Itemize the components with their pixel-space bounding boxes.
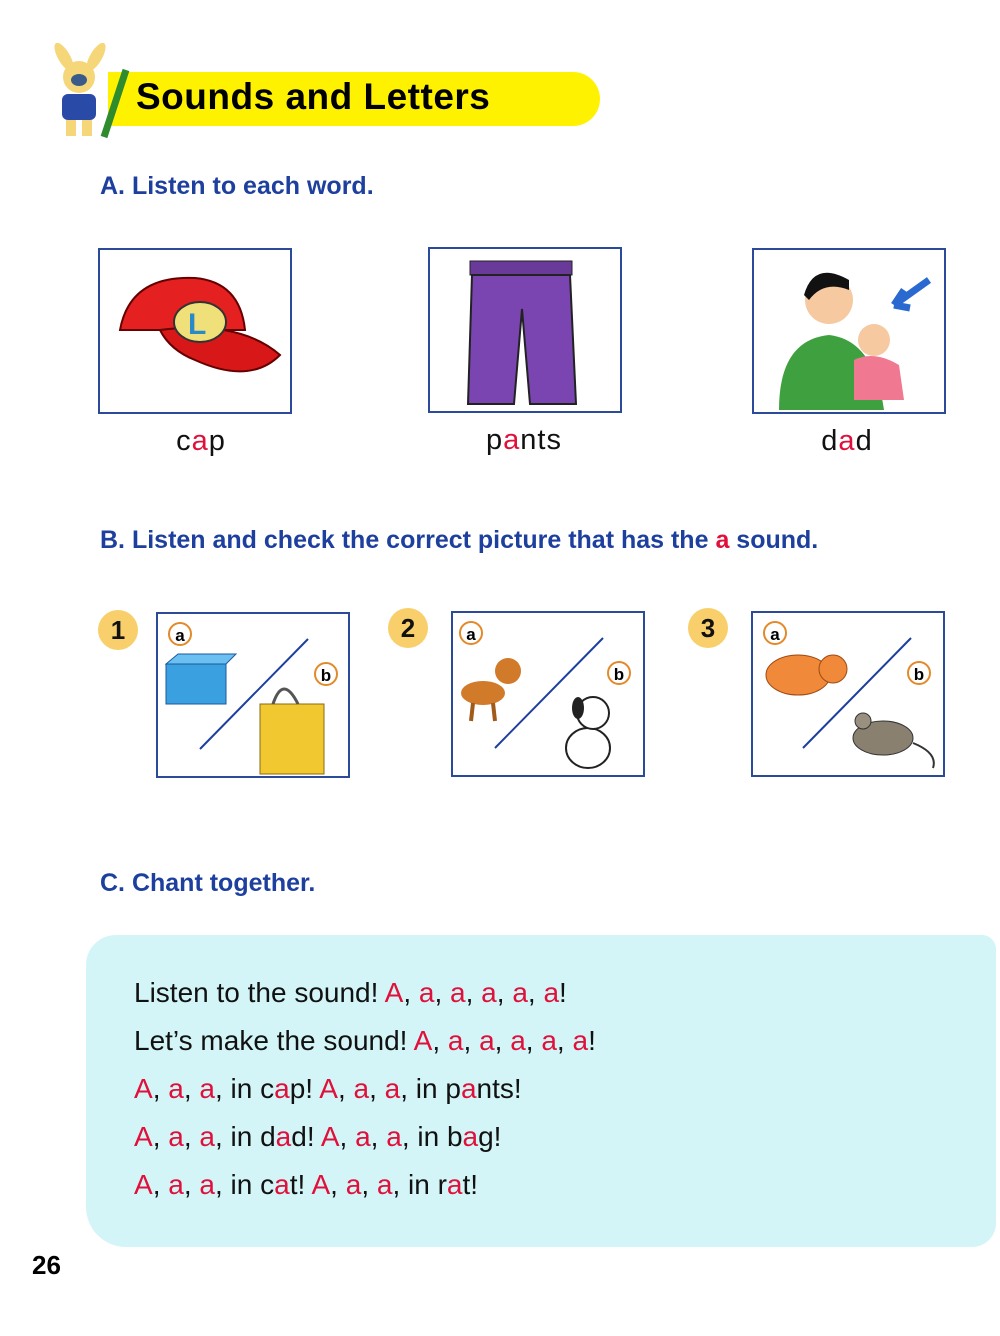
- chant-line: [134, 1025, 596, 1057]
- chant-text: ,: [496, 977, 513, 1008]
- highlighted-letter: a: [199, 1073, 215, 1104]
- page-number: 26: [32, 1250, 61, 1280]
- choice-box-1[interactable]: [156, 612, 350, 778]
- highlighted-letter: A: [413, 1025, 433, 1056]
- chant-text: ,: [494, 1025, 511, 1056]
- highlighted-letter: A: [319, 1073, 338, 1104]
- chant-line: [134, 977, 567, 1009]
- chant-text: ,: [152, 1121, 169, 1152]
- highlighted-letter: a: [446, 1169, 463, 1200]
- highlighted-letter: a: [199, 1169, 215, 1200]
- rat-icon: [853, 713, 934, 768]
- item-number: 3: [688, 608, 728, 648]
- word-cap: cap: [176, 425, 226, 457]
- chant-text: ,: [403, 977, 419, 1008]
- highlighted-letter: a: [462, 1121, 479, 1152]
- highlighted-letter: a: [353, 1073, 370, 1104]
- chant-line: [134, 1073, 522, 1105]
- chant-text: ,: [339, 1121, 356, 1152]
- chant-text: , in b: [401, 1121, 463, 1152]
- chant-text: ,: [183, 1121, 200, 1152]
- word-dad: dad: [821, 425, 873, 457]
- highlighted-letter: a: [384, 1073, 401, 1104]
- chant-text: g!: [478, 1121, 502, 1152]
- highlighted-letter: a: [199, 1121, 215, 1152]
- chant-text: ,: [527, 977, 544, 1008]
- option-a[interactable]: a: [459, 621, 483, 645]
- chant-text: , in p: [400, 1073, 461, 1104]
- highlighted-letter: A: [311, 1169, 331, 1200]
- highlighted-letter: A: [134, 1121, 153, 1152]
- highlighted-letter: a: [447, 1025, 464, 1056]
- highlighted-letter: a: [274, 1169, 290, 1200]
- chant-text: ,: [361, 1169, 377, 1200]
- chant-text: ,: [463, 1025, 480, 1056]
- chant-text: !: [588, 1025, 596, 1056]
- highlighted-letter: a: [386, 1121, 402, 1152]
- highlighted-letter: a: [168, 1169, 184, 1200]
- dog-icon: [566, 697, 610, 768]
- dad-icon: [754, 250, 944, 412]
- highlighted-letter: a: [481, 977, 497, 1008]
- pants-icon: [430, 249, 620, 411]
- highlighted-letter: a: [541, 1025, 557, 1056]
- highlighted-letter: a: [274, 1073, 290, 1104]
- highlighted-letter: a: [510, 1025, 526, 1056]
- rabbit-mascot-icon: [34, 42, 134, 142]
- highlighted-letter: a: [460, 1073, 477, 1104]
- choice-box-2[interactable]: [451, 611, 645, 777]
- option-a[interactable]: a: [168, 622, 192, 646]
- pig-icon: [766, 655, 847, 695]
- highlighted-letter: a: [450, 977, 466, 1008]
- option-b[interactable]: b: [314, 662, 338, 686]
- picture-dad: [752, 248, 946, 414]
- option-b[interactable]: b: [907, 661, 931, 685]
- highlighted-letter: a: [168, 1121, 184, 1152]
- chant-text: , in c: [214, 1169, 275, 1200]
- highlighted-letter: a: [543, 977, 560, 1008]
- highlighted-letter: A: [320, 1121, 340, 1152]
- cap-icon: [100, 250, 290, 412]
- highlighted-letter: A: [134, 1169, 153, 1200]
- highlighted-letter: a: [572, 1025, 589, 1056]
- choice-box-3[interactable]: [751, 611, 945, 777]
- chant-line: [134, 1169, 478, 1201]
- highlighted-letter: A: [384, 977, 404, 1008]
- chant-text: ,: [369, 1073, 385, 1104]
- chant-text: p!: [289, 1073, 320, 1104]
- chant-text: t!: [289, 1169, 312, 1200]
- cat-icon: [461, 658, 521, 721]
- chant-text: ,: [330, 1169, 346, 1200]
- item-number: 1: [98, 610, 138, 650]
- chant-text: , in c: [214, 1073, 275, 1104]
- highlighted-letter: a: [345, 1169, 362, 1200]
- svg-text:L: L: [188, 308, 207, 341]
- highlighted-letter: a: [512, 977, 528, 1008]
- chant-text: !: [559, 977, 567, 1008]
- chant-text: ,: [370, 1121, 387, 1152]
- item-number: 2: [388, 608, 428, 648]
- picture-pants: [428, 247, 622, 413]
- page-title: Sounds and Letters: [136, 76, 491, 117]
- chant-text: , in d: [214, 1121, 276, 1152]
- chant-text: ,: [337, 1073, 354, 1104]
- chant-line: [134, 1121, 501, 1153]
- box-icon: [166, 654, 236, 704]
- section-c-heading: C. Chant together.: [100, 869, 316, 897]
- section-b-heading: B. Listen and check the correct picture that has the a sound.: [100, 526, 819, 554]
- chant-text: ,: [152, 1073, 169, 1104]
- chant-text: , in r: [392, 1169, 447, 1200]
- chant-text: t!: [462, 1169, 479, 1200]
- chant-text: ,: [434, 977, 451, 1008]
- chant-text: ,: [556, 1025, 573, 1056]
- chant-text: d!: [291, 1121, 321, 1152]
- picture-cap: [98, 248, 292, 414]
- chant-text: ,: [525, 1025, 542, 1056]
- section-a-heading: A. Listen to each word.: [100, 172, 374, 200]
- chant-text: Let’s make the sound!: [134, 1025, 414, 1056]
- chant-text: Listen to the sound!: [134, 977, 385, 1008]
- word-pants: pants: [486, 424, 562, 456]
- chant-text: ,: [465, 977, 482, 1008]
- chant-text: ,: [432, 1025, 448, 1056]
- chant-text: ,: [183, 1169, 200, 1200]
- chant-text: ,: [183, 1073, 200, 1104]
- highlighted-letter: a: [418, 977, 435, 1008]
- option-b[interactable]: b: [607, 661, 631, 685]
- option-a[interactable]: a: [763, 621, 787, 645]
- highlighted-letter: a: [479, 1025, 495, 1056]
- highlighted-letter: a: [355, 1121, 371, 1152]
- highlighted-letter: A: [134, 1073, 153, 1104]
- bag-icon: [260, 689, 324, 774]
- chant-text: nts!: [476, 1073, 522, 1104]
- highlighted-letter: a: [376, 1169, 393, 1200]
- highlighted-letter: a: [168, 1073, 184, 1104]
- chant-text: ,: [152, 1169, 169, 1200]
- highlighted-letter: a: [275, 1121, 292, 1152]
